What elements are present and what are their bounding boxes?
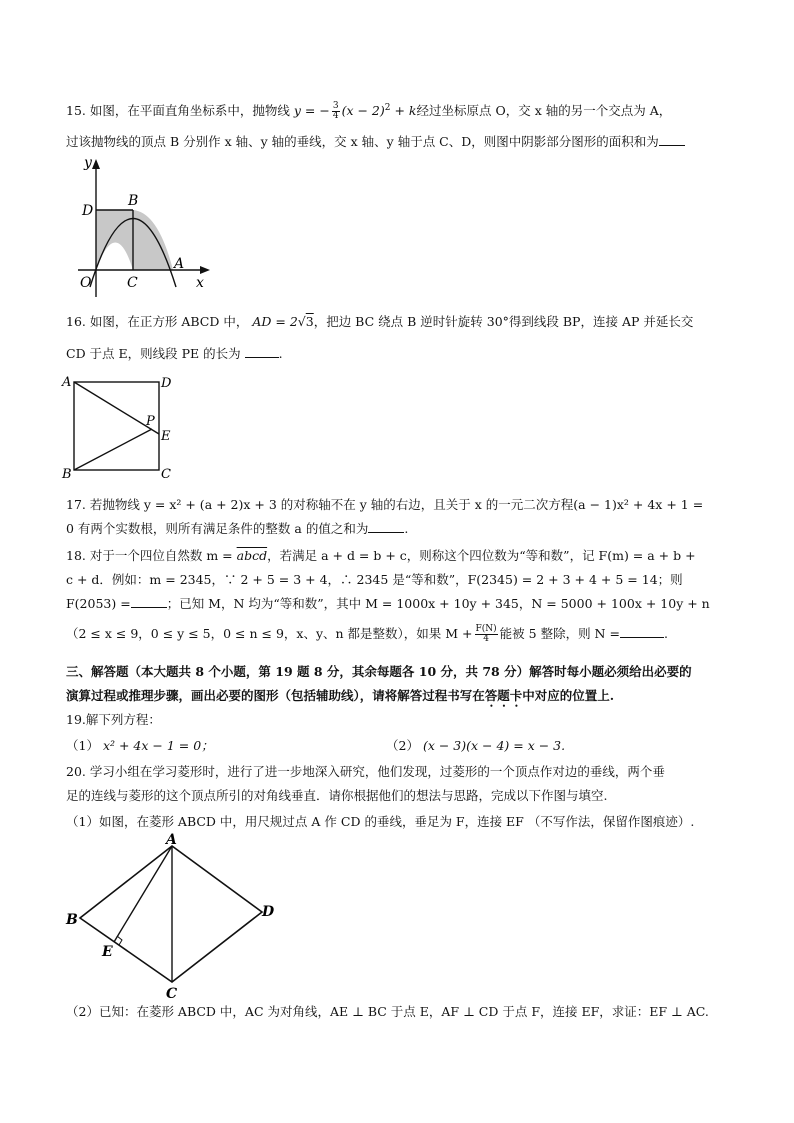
label-E: E: [102, 944, 113, 960]
question-19-part-1: （1） x² + 4x − 1 = 0；: [66, 738, 214, 753]
question-20-part-1: （1）如图，在菱形 ABCD 中，用尺规过点 A 作 CD 的垂线，垂足为 F，连接 EF （不写作法，保留作图痕迹）.: [66, 814, 695, 829]
segment-AE: [114, 846, 172, 942]
question-17-line-2: 0 有两个实数根，则所有满足条件的整数 a 的值之和为 .: [66, 521, 409, 536]
label-E: E: [161, 429, 171, 444]
label-B: B: [62, 467, 72, 482]
label-A: A: [174, 256, 185, 272]
label-B: B: [66, 912, 78, 928]
answer-blank[interactable]: [620, 625, 664, 638]
label-O: O: [80, 275, 92, 291]
question-17-line-1: 17. 若抛物线 y = x² + (a + 2)x + 3 的对称轴不在 y 轴的右边，且关于 x 的一元二次方程(a − 1)x² + 4x + 1 =: [66, 497, 704, 512]
figure-square: [60, 372, 190, 482]
answer-blank[interactable]: [245, 345, 279, 358]
label-C: C: [127, 275, 138, 291]
answer-blank[interactable]: [368, 520, 404, 533]
label-x: x: [196, 275, 204, 291]
question-18-line-4: （2 ≤ x ≤ 9，0 ≤ y ≤ 5，0 ≤ n ≤ 9，x、y、n 都是整数），如果 M + $\frac{F(N)}{4}$ 能被 5 整除，则 N = .: [66, 624, 668, 644]
sqrt-sign: √: [297, 314, 306, 329]
answer-blank[interactable]: [131, 595, 167, 608]
question-18-line-2: c + d．例如：m = 2345，∵ 2 + 5 = 3 + 4，∴ 2345 是“等和数”，F(2345) = 2 + 3 + 4 + 5 = 14；则: [66, 572, 683, 587]
fraction: $\frac{F(N)}{4}$: [475, 624, 497, 644]
question-16-line-1: 16. 如图，在正方形 ABCD 中， AD = 2√3，把边 BC 绕点 B 逆时针旋转 30°得到线段 BP，连接 AP 并延长交: [66, 314, 694, 329]
question-15-line-2: 过该抛物线的顶点 B 分别作 x 轴、y 轴的垂线，交 x 轴、y 轴于点 C、D，则图中阴影部分图形的面积和为: [66, 132, 685, 152]
label-B: B: [128, 193, 139, 209]
label-D: D: [262, 904, 275, 920]
label-A: A: [166, 832, 177, 848]
label-A: A: [62, 375, 72, 390]
question-18-line-1: 18. 对于一个四位自然数 m = abcd，若满足 a + d = b + c，则称这个四位数为“等和数”，记 F(m) = a + b +: [66, 548, 696, 563]
answer-blank[interactable]: [659, 133, 685, 146]
fraction: $\frac{3}{4}$: [332, 101, 339, 122]
label-P: P: [146, 414, 155, 429]
x-axis-arrow: [200, 266, 210, 274]
question-16-line-2: CD 于点 E，则线段 PE 的长为 .: [66, 346, 283, 361]
figure-rhombus: [62, 832, 292, 1002]
rhombus-ABCD: [80, 846, 262, 982]
label-y: y: [84, 155, 92, 171]
figure-parabola: [70, 155, 220, 300]
y-axis-arrow: [92, 159, 100, 169]
label-C: C: [166, 986, 178, 1002]
question-18-line-3: F(2053) = ；已知 M，N 均为“等和数”，其中 M = 1000x + 10y + 345，N = 5000 + 100x + 10y + n: [66, 596, 710, 611]
segment-BP: [74, 429, 152, 470]
question-19-part-2: （2） (x − 3)(x − 4) = x − 3.: [386, 738, 566, 753]
label-C: C: [161, 467, 171, 482]
label-D: D: [82, 203, 94, 219]
label-D: D: [161, 376, 172, 391]
question-15-line-1: 15. 如图，在平面直角坐标系中，抛物线 y = − $\frac{3}{4}$ $(x - 2)^2 + k$经过坐标原点 O，交 x 轴的另一个交点为 A，: [66, 101, 672, 122]
